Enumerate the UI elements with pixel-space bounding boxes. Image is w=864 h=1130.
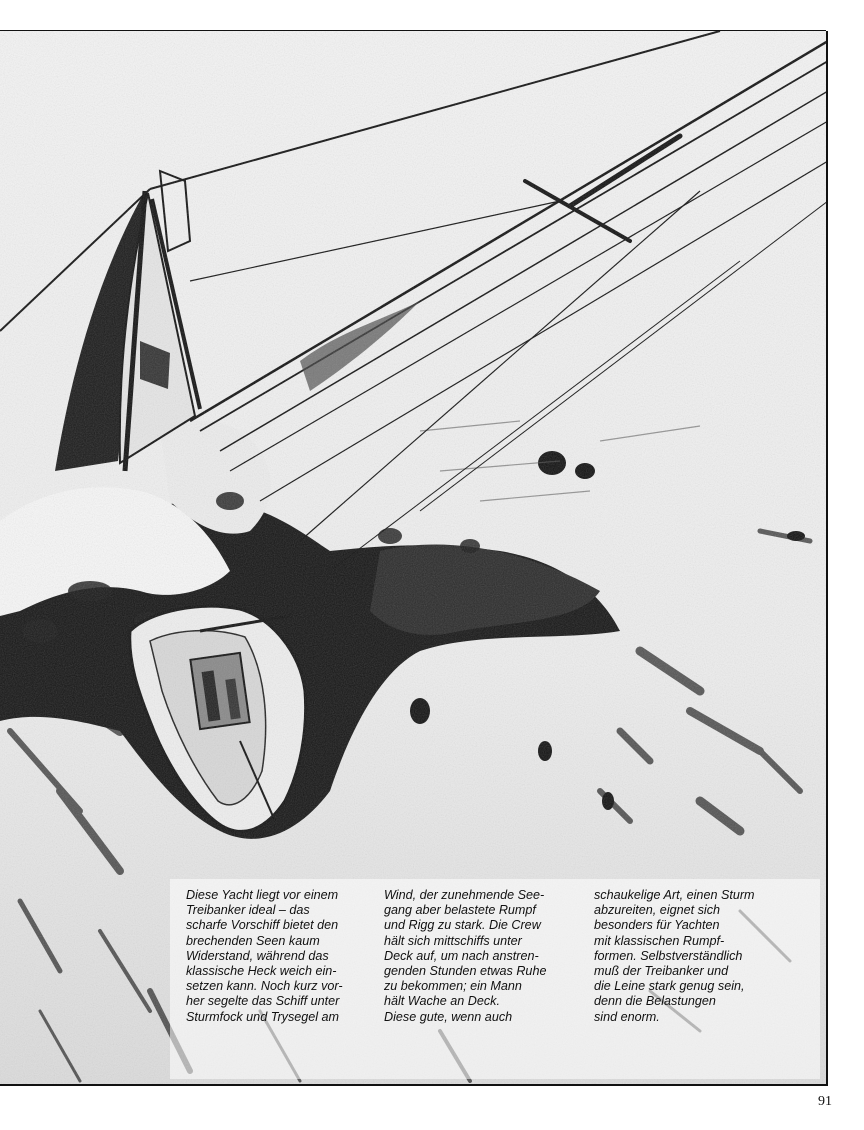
page-number: 91 xyxy=(818,1094,832,1109)
caption-column-3: schaukelige Art, einen Sturm abzureiten, eignet sich besonders für Yachten mit klassischen Rumpf- formen. Selbstverständlich muß der Treibanker und die Leine stark genug sein, denn die Belastungen sind enorm. xyxy=(594,888,755,1024)
caption-column-2: Wind, der zunehmende See- gang aber belastete Rumpf und Rigg zu stark. Die Crew hält sich mittschiffs unter Deck auf, um nach anstren- genden Stunden etwas Ruhe zu bekommen; ein Mann hält Wache an Deck. Diese gute, wenn auch xyxy=(384,888,547,1024)
caption-column-1: Diese Yacht liegt vor einem Treibanker ideal – das scharfe Vorschiff bietet den brechenden Seen kaum Widerstand, während das klassische Heck weich ein- setzen kann. Noch kurz vor- her segelte das Schiff unter Sturmfock und Trysegel am xyxy=(186,888,343,1024)
